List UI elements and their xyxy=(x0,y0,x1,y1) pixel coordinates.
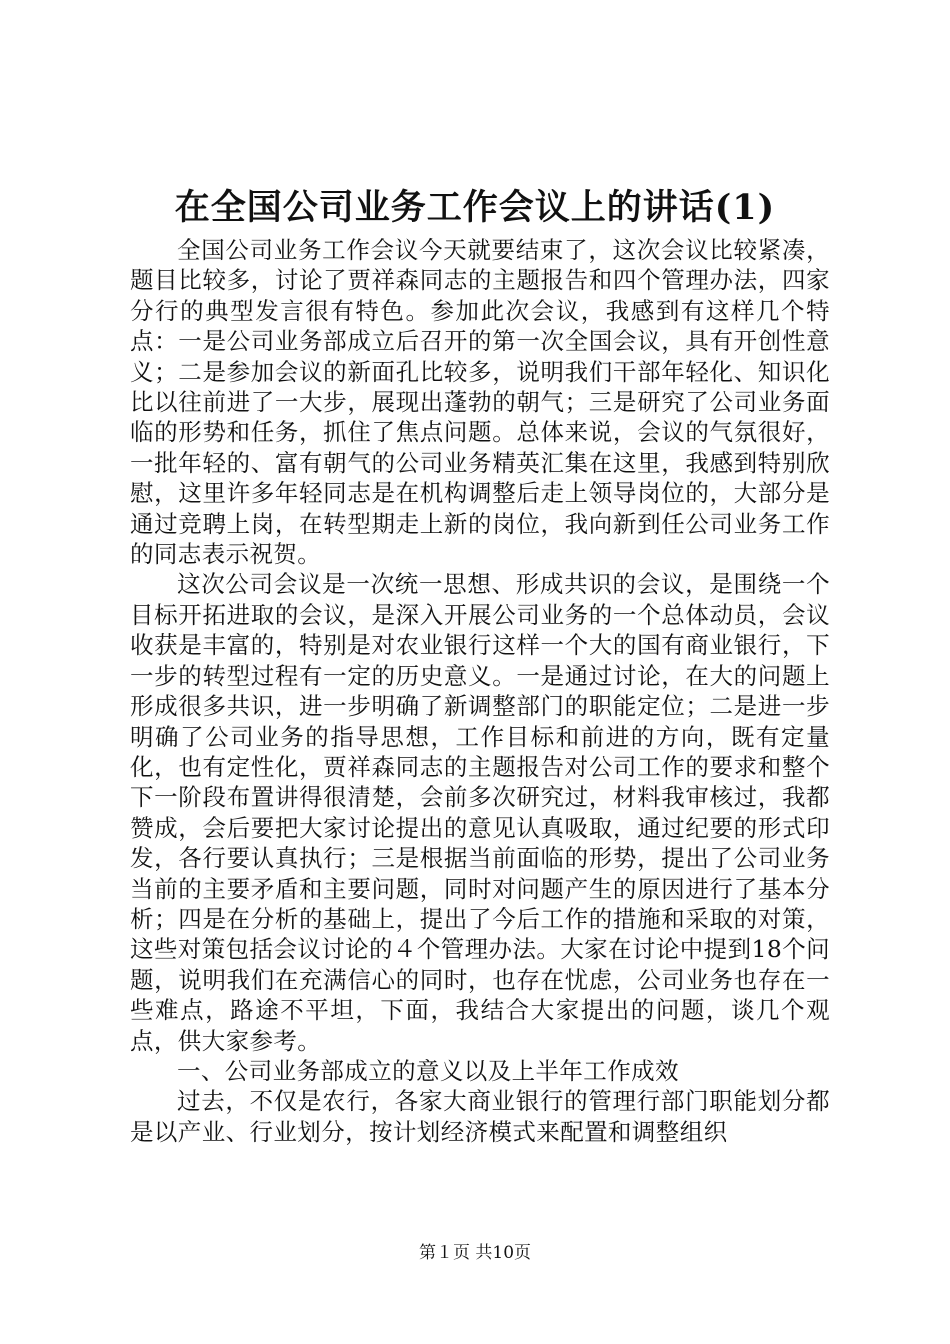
paragraph: 这次公司会议是一次统一思想、形成共识的会议，是围绕一个目标开拓进取的会议，是深入开展公司业务的一个总体动员，会议收获是丰富的，特别是对农业银行这样一个大的国有商业银行，下一步的转型过程有一定的历史意义。一是通过讨论，在大的问题上形成很多共识，进一步明确了新调整部门的职能定位；二是进一步明确了公司业务的指导思想，工作目标和前进的方向，既有定量化，也有定性化，贾祥森同志的主题报告对公司工作的要求和整个下一阶段布置讲得很清楚，会前多次研究过，材料我审核过，我都赞成，会后要把大家讨论提出的意见认真吸取，通过纪要的形式印发，各行要认真执行；三是根据当前面临的形势，提出了公司业务当前的主要矛盾和主要问题，同时对问题产生的原因进行了基本分析；四是在分析的基础上，提出了今后工作的措施和采取的对策，这些对策包括会议讨论的４个管理办法。大家在讨论中提到18个问题，说明我们在充满信心的同时，也存在忧虑，公司业务也存在一些难点，路途不平坦，下面，我结合大家提出的问题，谈几个观点，供大家参考。 xyxy=(130,570,830,1055)
paragraph: 过去，不仅是农行，各家大商业银行的管理行部门职能划分都是以产业、行业划分，按计划经济模式来配置和调整组织 xyxy=(130,1087,830,1146)
document-title: 在全国公司业务工作会议上的讲话(1) xyxy=(174,187,776,228)
page-number-footer: 第１页 共10页 xyxy=(418,1243,532,1263)
document-body xyxy=(130,235,830,1147)
paragraph: 全国公司业务工作会议今天就要结束了，这次会议比较紧凑，题目比较多，讨论了贾祥森同志的主题报告和四个管理办法，四家分行的典型发言很有特色。参加此次会议，我感到有这样几个特点：一是公司业务部成立后召开的第一次全国会议，具有开创性意义；二是参加会议的新面孔比较多，说明我们干部年轻化、知识化比以往前进了一大步，展现出蓬勃的朝气；三是研究了公司业务面临的形势和任务，抓住了焦点问题。总体来说，会议的气氛很好，一批年轻的、富有朝气的公司业务精英汇集在这里，我感到特别欣慰，这里许多年轻同志是在机构调整后走上领导岗位的，大部分是通过竞聘上岗，在转型期走上新的岗位，我向新到任公司业务工作的同志表示祝贺。 xyxy=(130,236,830,569)
section-heading: 一、公司业务部成立的意义以及上半年工作成效 xyxy=(177,1056,679,1085)
